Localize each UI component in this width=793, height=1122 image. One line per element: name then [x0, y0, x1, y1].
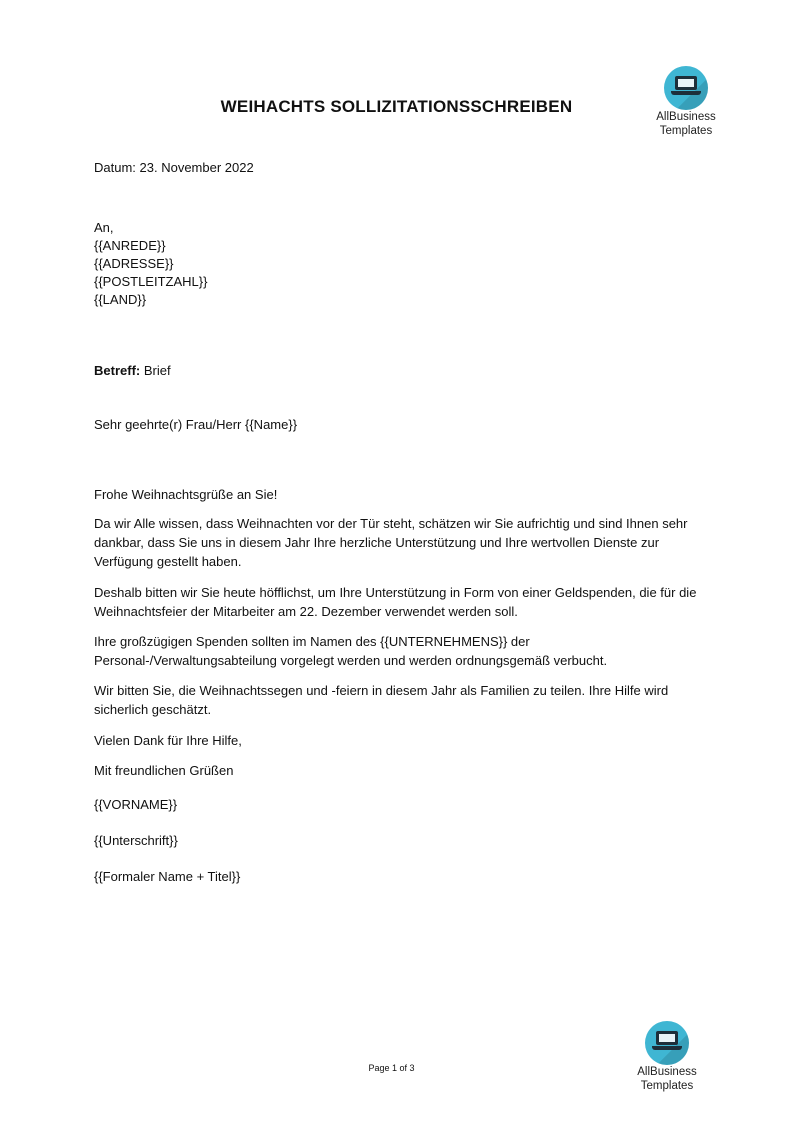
- address-line-adresse: {{ADRESSE}}: [94, 256, 174, 271]
- subject-label: Betreff:: [94, 363, 141, 378]
- body-paragraph-4: Ihre großzügigen Spenden sollten im Namen des {{UNTERNEHMENS}} der Personal-/Verwaltungsabteilung vorgelegt werden und werden ordnungsgemäß verbucht.: [94, 634, 608, 668]
- body-paragraph-3: Deshalb bitten wir Sie heute höfflichst, um Ihre Unterstützung in Form von einer Geldspenden, die für die Weihnachtsfeier der Mitarbeiter am 22. Dezember verwendet werden soll.: [94, 585, 697, 619]
- body-paragraph-5: Wir bitten Sie, die Weihnachtssegen und -feiern in diesem Jahr als Familien zu teilen. Ihre Hilfe wird sicherlich geschätzt.: [94, 683, 669, 717]
- address-to: An,: [94, 220, 114, 235]
- address-line-land: {{LAND}}: [94, 292, 147, 307]
- address-line-anrede: {{ANREDE}}: [94, 238, 166, 253]
- signature-first-name: {{VORNAME}}: [94, 797, 178, 812]
- logo-text-line2: Templates: [640, 1080, 694, 1092]
- body-paragraph-2: Da wir Alle wissen, dass Weihnachten vor der Tür steht, schätzen wir Sie aufrichtig und sind Ihnen sehr dankbar, dass Sie uns in diesem Jahr Ihre herzliche Unterstützung und Ihre wertvollen Dienste zur Verfügung gestellt haben.: [94, 516, 688, 569]
- signature-placeholder: {{Unterschrift}}: [94, 833, 178, 848]
- logo-text-line2: Templates: [659, 125, 713, 137]
- logo-text-line1: AllBusiness: [637, 1066, 697, 1078]
- document-title: WEIHACHTS SOLLIZITATIONSSCHREIBEN: [220, 97, 573, 116]
- logo-text-line1: AllBusiness: [656, 111, 716, 123]
- allbusiness-logo-bottom: [622, 1021, 712, 1093]
- greeting: Sehr geehrte(r) Frau/Herr {{Name}}: [94, 417, 298, 432]
- subject-value: Brief: [143, 363, 171, 378]
- closing-thanks: Vielen Dank für Ihre Hilfe,: [94, 733, 242, 748]
- date-line: Datum: 23. November 2022: [94, 160, 254, 175]
- page-number: Page 1 of 3: [368, 1063, 415, 1073]
- closing-regards: Mit freundlichen Grüßen: [94, 763, 234, 778]
- subject-line: [94, 363, 171, 378]
- signature-formal-name: {{Formaler Name + Titel}}: [94, 869, 241, 884]
- address-line-postleitzahl: {{POSTLEITZAHL}}: [94, 274, 208, 289]
- body-paragraph-1: Frohe Weihnachtsgrüße an Sie!: [94, 487, 278, 502]
- laptop-icon: [645, 1021, 689, 1065]
